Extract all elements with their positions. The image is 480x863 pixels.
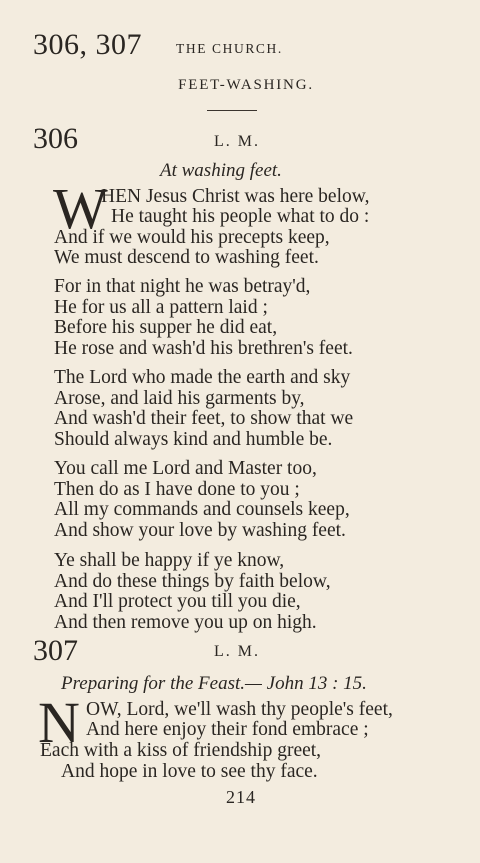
verse-line: We must descend to washing feet. [54,247,319,268]
page-number: 214 [226,787,256,807]
drop-cap: W [53,176,108,241]
verse-line: And I'll protect you till you die, [54,591,301,612]
hymn-meter: L. M. [214,133,260,150]
section-heading: FEET-WASHING. [178,77,314,93]
verse-line: Before his supper he did eat, [54,317,278,338]
header-section-title: THE CHURCH. [176,41,283,56]
hymn-caption: Preparing for the Feast.— John 13 : 15. [61,673,367,694]
verse-line: He rose and wash'd his brethren's feet. [54,338,353,359]
hymn-caption: At washing feet. [160,160,282,181]
drop-cap: N [38,690,80,755]
verse-line: Ye shall be happy if ye know, [54,550,285,571]
verse-line: All my commands and counsels keep, [54,499,350,520]
verse-line: And show your love by washing feet. [54,520,346,541]
hymn-number: 306 [33,122,78,155]
verse-line: And wash'd their feet, to show that we [54,408,354,429]
verse-line: Each with a kiss of friendship greet, [40,740,322,761]
verse-line: HEN Jesus Christ was here below, [101,186,370,207]
verse-line: You call me Lord and Master too, [54,458,317,479]
hymn-meter: L. M. [214,643,260,660]
verse-line: And if we would his precepts keep, [54,227,330,248]
verse-line: He taught his people what to do : [111,206,370,227]
verse-line: Then do as I have done to you ; [54,479,300,500]
verse-line: For in that night he was betray'd, [54,276,311,297]
verse-line: He for us all a pattern laid ; [54,297,268,318]
verse-line: OW, Lord, we'll wash thy people's feet, [86,699,393,720]
verse-line: And then remove you up on high. [54,612,317,633]
verse-line: And do these things by faith below, [54,571,331,592]
verse-line: And here enjoy their fond embrace ; [86,719,369,740]
header-hymn-numbers: 306, 307 [33,28,142,61]
verse-line: Should always kind and humble be. [54,429,333,450]
hymn-number: 307 [33,634,78,667]
verse-line: Arose, and laid his garments by, [54,388,305,409]
verse-line: The Lord who made the earth and sky [54,367,351,388]
verse-line: And hope in love to see thy face. [61,761,318,782]
section-divider [207,110,257,111]
